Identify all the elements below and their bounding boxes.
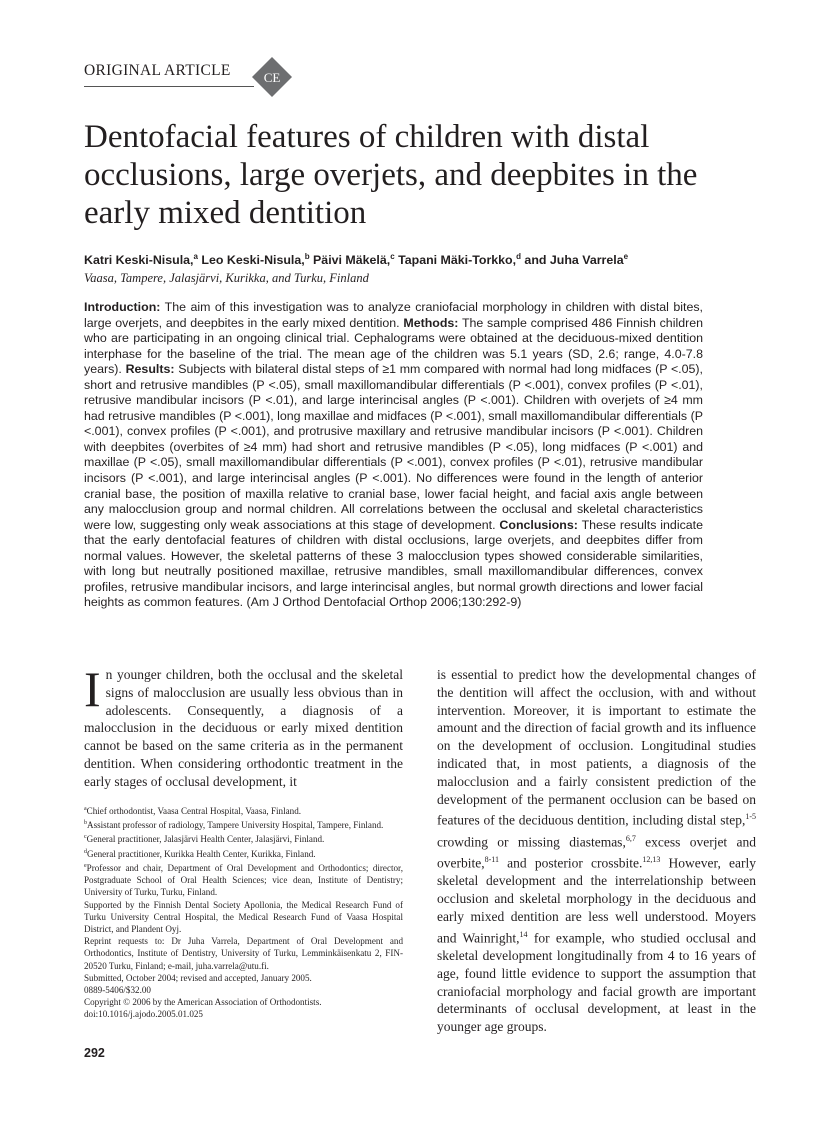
author-affil-mark: d <box>516 252 521 261</box>
footnote: $^a$Chief orthodontist, Vaasa Central Hospital, Vaasa, Finland. <box>84 806 302 817</box>
footnote: Copyright © 2006 by the American Association of Orthodontists. <box>84 997 322 1008</box>
author-affil-mark: c <box>390 252 395 261</box>
author-name: Katri Keski-Nisula, <box>84 253 194 268</box>
body-column-left <box>84 661 403 791</box>
author-affil-mark: a <box>193 252 198 261</box>
author-locations: Vaasa, Tampere, Jalasjärvi, Kurikka, and Turku, Finland <box>84 271 369 285</box>
citation-link[interactable]: 6,7 <box>625 833 636 843</box>
header-rule <box>84 86 254 87</box>
article-title: Dentofacial features of children with distal occlusions, large overjets, and deepbites in the early mixed dentition <box>84 119 698 231</box>
footnotes <box>84 803 403 1021</box>
citation-link[interactable]: 8-11 <box>484 854 499 864</box>
footnote: Supported by the Finnish Dental Society Apollonia, the Medical Research Fund of Turku University Central Hospital, the Medical Research Fund of Vaasa Hospital District, and Plandent Oyj. <box>84 899 403 934</box>
citation-link[interactable]: 1-5 <box>745 812 756 822</box>
footnote: $^b$Assistant professor of radiology, Tampere University Hospital, Tampere, Finland. <box>84 820 384 831</box>
citation-link[interactable]: 14 <box>519 929 528 939</box>
abstract-methods: The sample comprised 486 Finnish children who are participating in an ongoing clinical trial. Cephalograms were obtained at the deciduous-mixed dentition interphase for the baseline of the trial. The mean age of the children was 5.1 years (SD, 2.6; range, 4.0-7.8 years). <box>84 315 704 377</box>
abstract-introduction-label: Introduction: <box>84 300 161 314</box>
footnote: $^e$Professor and chair, Department of Oral Development and Orthodontics; director, Postgraduate School of Oral Health Sciences; vice dean, Institute of Dentistry; University of Turku, Turku, Finland. <box>84 862 403 898</box>
footnote <box>84 1008 403 1020</box>
author-list <box>84 252 744 267</box>
author-name: Tapani Mäki-Torkko, <box>398 253 517 268</box>
ce-logo <box>251 56 293 98</box>
author-affil-mark: e <box>623 252 629 261</box>
page-number: 292 <box>84 1046 105 1060</box>
abstract-results: Subjects with bilateral distal steps of ≥1 mm compared with normal had long midfaces (P <.05), short and retrusive mandibles (P <.05), small maxillomandibular differentials (P <.001), convex profiles (P <.01), retrusive mandibular incisors (P <.01), and large interincisal angles (P <.001). Children with overjets of ≥4 mm had retrusive mandibles (P <.001), long maxillae and midfaces (P <.001), small maxillomandibular differentials (P <.001), convex profiles (P <.001), and protrusive maxillary and retrusive mandibular incisors (P <.001). Children with deepbites (overbites of ≥4 mm) had short and retrusive mandibles (P <.05), long midfaces (P <.001) and maxillae (P <.05), small maxillomandibular differentials (P <.001), convex profiles (P <.01), retrusive mandibular incisors (P <.001), and large interincisal angles (P <.001). No differences were found in the length of anterior cranial base, the position of maxilla relative to cranial base, lower facial height, and facial axis angle between any malocclusion group and normal children. All correlations between the occlusal and skeletal characteristics were low, suggesting only weak associations at this stage of development. <box>84 362 703 532</box>
author-name: Leo Keski-Nisula, <box>201 253 305 268</box>
intro-paragraph <box>84 661 403 791</box>
body-column-right <box>437 666 756 1036</box>
footnote: Reprint requests to: Dr Juha Varrela, Department of Oral Development and Orthodontics, Institute of Dentistry, University of Turku, Lemminkäisenkatu 2, FIN-20520 Turku, Finland; e-mail, juha.varrela@utu.fi. <box>84 936 403 971</box>
author-name: and Juha Varrela <box>524 253 624 268</box>
ce-logo-text: CE <box>263 70 281 85</box>
author-name: Päivi Mäkelä, <box>313 253 391 268</box>
footnote: Submitted, October 2004; revised and accepted, January 2005. <box>84 972 312 983</box>
abstract-results-label: Results: <box>125 362 175 377</box>
doi-link[interactable]: doi:10.1016/j.ajodo.2005.01.025 <box>84 1009 203 1020</box>
abstract-conclusions: These results indicate that the early dentofacial features of children with distal occlusions, large overjets, and deepbites differ from normal values. However, the skeletal patterns of these 3 malocclusion types showed considerable similarities, with long but neutrally positioned maxillae, retrusive mandibles, small maxillomandibular differences, convex profiles, retrusive mandibular incisors, and large interincisal angles, but normal growth directions and lower facial heights as common features. (Am J Orthod Dentofacial Orthop 2006;130:292-9) <box>84 517 703 610</box>
abstract-introduction: The aim of this investigation was to analyze craniofacial morphology in children with distal bites, large overjets, and deepbites in the early mixed dentition. <box>84 300 703 330</box>
intro-paragraph-text: n younger children, both the occlusal and the skeletal signs of malocclusion are usually less obvious than in adolescents. Consequently, a diagnosis of a malocclusion in the deciduous or early mixed dentition cannot be based on the same criteria as in the permanent dentition. When considering orthodontic treatment in the early stages of occlusal development, it <box>84 667 403 789</box>
section-label: ORIGINAL ARTICLE <box>84 62 231 79</box>
abstract-methods-label: Methods: <box>403 315 459 330</box>
body-paragraph: is essential to predict how the developmental changes of the dentition will affect the occlusion, with and without intervention. Moreover, it is important to estimate the amount and the direction of facial growth and its influence on the development of occlusion. Longitudinal studies indicated that, in most patients, a diagnosis of the malocclusion and a fairly consistent prediction of the development of the permanent occlusion can be based on features of the deciduous dentition, including distal step,$^{1-5}$ crowding or missing diastemas,$^{6,7}$ excess overjet and overbite,$^{8-11}$ and posterior crossbite.$^{12,13}$ However, early skeletal development and the interrelationship between occlusion and skeletal morphology in the deciduous and early mixed dentition are less well understood. Moyers and Wainright,$^{14}$ for example, who studied occlusal and skeletal development longitudinally from 4 to 16 years of age, found little evidence to support the assumption that craniofacial morphology and facial growth are important determinants of occlusal development, at least in the younger age groups. <box>437 667 757 1035</box>
footnote: $^c$General practitioner, Jalasjärvi Health Center, Jalasjärvi, Finland. <box>84 834 325 845</box>
author-affil-mark: b <box>304 252 310 261</box>
footnote: 0889-5406/$32.00 <box>84 985 151 995</box>
citation-link[interactable]: 12,13 <box>642 854 661 864</box>
abstract-conclusions-label: Conclusions: <box>499 517 578 532</box>
footnote: $^d$General practitioner, Kurikka Health Center, Kurikka, Finland. <box>84 848 316 859</box>
abstract <box>84 300 703 611</box>
drop-cap: I <box>84 661 101 717</box>
